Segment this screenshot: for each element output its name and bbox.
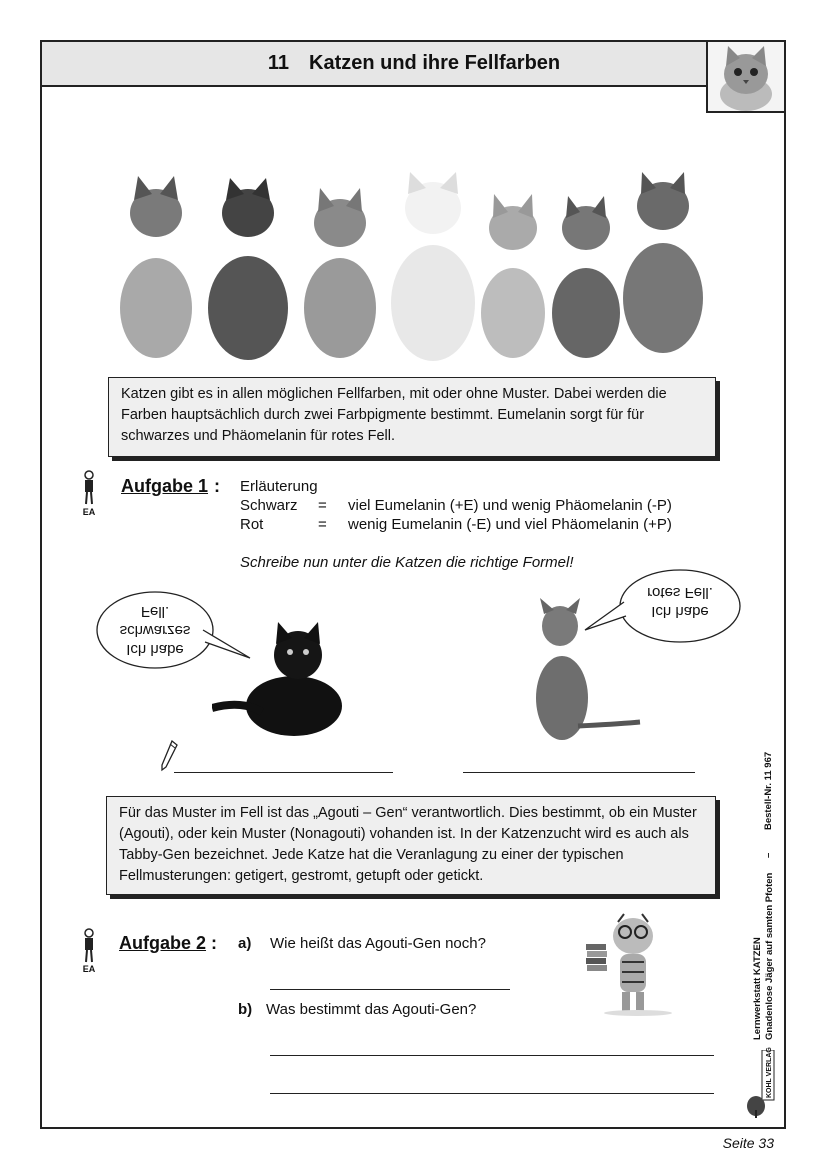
explain-title: Erläuterung <box>240 478 318 495</box>
cats-row-image <box>108 168 708 368</box>
task1-colon: : <box>214 476 220 496</box>
cat-silhouette-4 <box>391 172 475 361</box>
sidebar-order-number: Bestell-Nr. 11 967 <box>763 751 774 830</box>
answer-line-red-cat[interactable] <box>463 772 695 773</box>
row2-value: wenig Eumelanin (-E) und viel Phäomelanin (+P) <box>348 516 672 533</box>
person-icon <box>82 470 96 506</box>
row1-value: viel Eumelanin (+E) und wenig Phäomelanin (-P) <box>348 497 672 514</box>
task1-instruction: Schreibe nun unter die Katzen die richtige Formel! <box>240 554 574 571</box>
cat-silhouette-7 <box>623 172 703 353</box>
chapter-number: 11 <box>267 52 289 74</box>
page-title: Katzen und ihre Fellfarben <box>309 52 561 74</box>
answer-line-2b-2[interactable] <box>270 1093 714 1094</box>
title-bar <box>40 40 708 87</box>
row2-eq: = <box>318 516 327 533</box>
task2b-question: Was bestimmt das Agouti-Gen? <box>266 1001 477 1018</box>
cat-silhouette-3 <box>304 188 376 358</box>
cat-silhouette-6 <box>552 196 620 358</box>
row1-eq: = <box>318 497 327 514</box>
black-cat-image <box>212 620 347 738</box>
ea-label: EA <box>82 507 96 517</box>
pencil-icon <box>160 740 178 772</box>
task2-heading: Aufgabe 2 <box>119 933 207 953</box>
answer-line-black-cat[interactable] <box>174 772 393 773</box>
intro-text: Katzen gibt es in allen möglichen Fellfarben, mit oder ohne Muster. Dabei werden die Farben hauptsächlich durch zwei Farbpigmente bestimmt. Eumelanin sorgt für für schwarzes und Phäomelanin für rotes Fell. <box>121 386 667 444</box>
person-icon <box>82 928 96 964</box>
publisher-name: KOHL VERLAG <box>766 1047 773 1098</box>
cat-silhouette-5 <box>481 194 545 358</box>
cat-silhouette-1 <box>120 176 192 358</box>
bubble-left-text: Ich habe schwarzes Fell. <box>119 603 191 658</box>
answer-line-2a[interactable] <box>270 989 510 990</box>
task2a-label: a) <box>238 935 252 952</box>
red-cat-image <box>528 598 646 743</box>
task1-heading: Aufgabe 1 <box>121 476 209 496</box>
agouti-text: Für das Muster im Fell ist das „Agouti – Gen“ verantwortlich. Dies bestimmt, ob ein Muster (Agouti), oder kein Muster (Nonagouti) vohanden ist. In der Katzenzucht wird es auch als Tabby-Gen bezeichnet. Jede Katze hat die Veranlagung zu einer der typischen Fellmusterungen: getigert, gestromt, getupft oder getickt. <box>119 805 697 884</box>
ea-label: EA <box>82 964 96 974</box>
row2-label: Rot <box>240 516 264 533</box>
tiger-with-books-image <box>578 912 673 1016</box>
row1-label: Schwarz <box>240 497 298 514</box>
task2b-label: b) <box>238 1001 253 1018</box>
kitten-thumbnail-image <box>706 40 786 113</box>
sidebar-subtitle: Gnadenlose Jäger auf samten Pfoten <box>764 872 775 1040</box>
page-number: Seite 33 <box>722 1135 774 1151</box>
sidebar-dash: – <box>763 852 774 858</box>
task2-colon: : <box>211 933 217 953</box>
answer-line-2b-1[interactable] <box>270 1055 714 1056</box>
task2a-question: Wie heißt das Agouti-Gen noch? <box>270 935 486 952</box>
bubble-right-text: Ich habe rotes Fell. <box>647 584 713 620</box>
agouti-box <box>106 796 716 895</box>
intro-box <box>108 377 716 457</box>
cat-silhouette-2 <box>208 178 288 360</box>
sidebar-series-title: Lernwerkstatt KATZEN <box>752 937 763 1040</box>
